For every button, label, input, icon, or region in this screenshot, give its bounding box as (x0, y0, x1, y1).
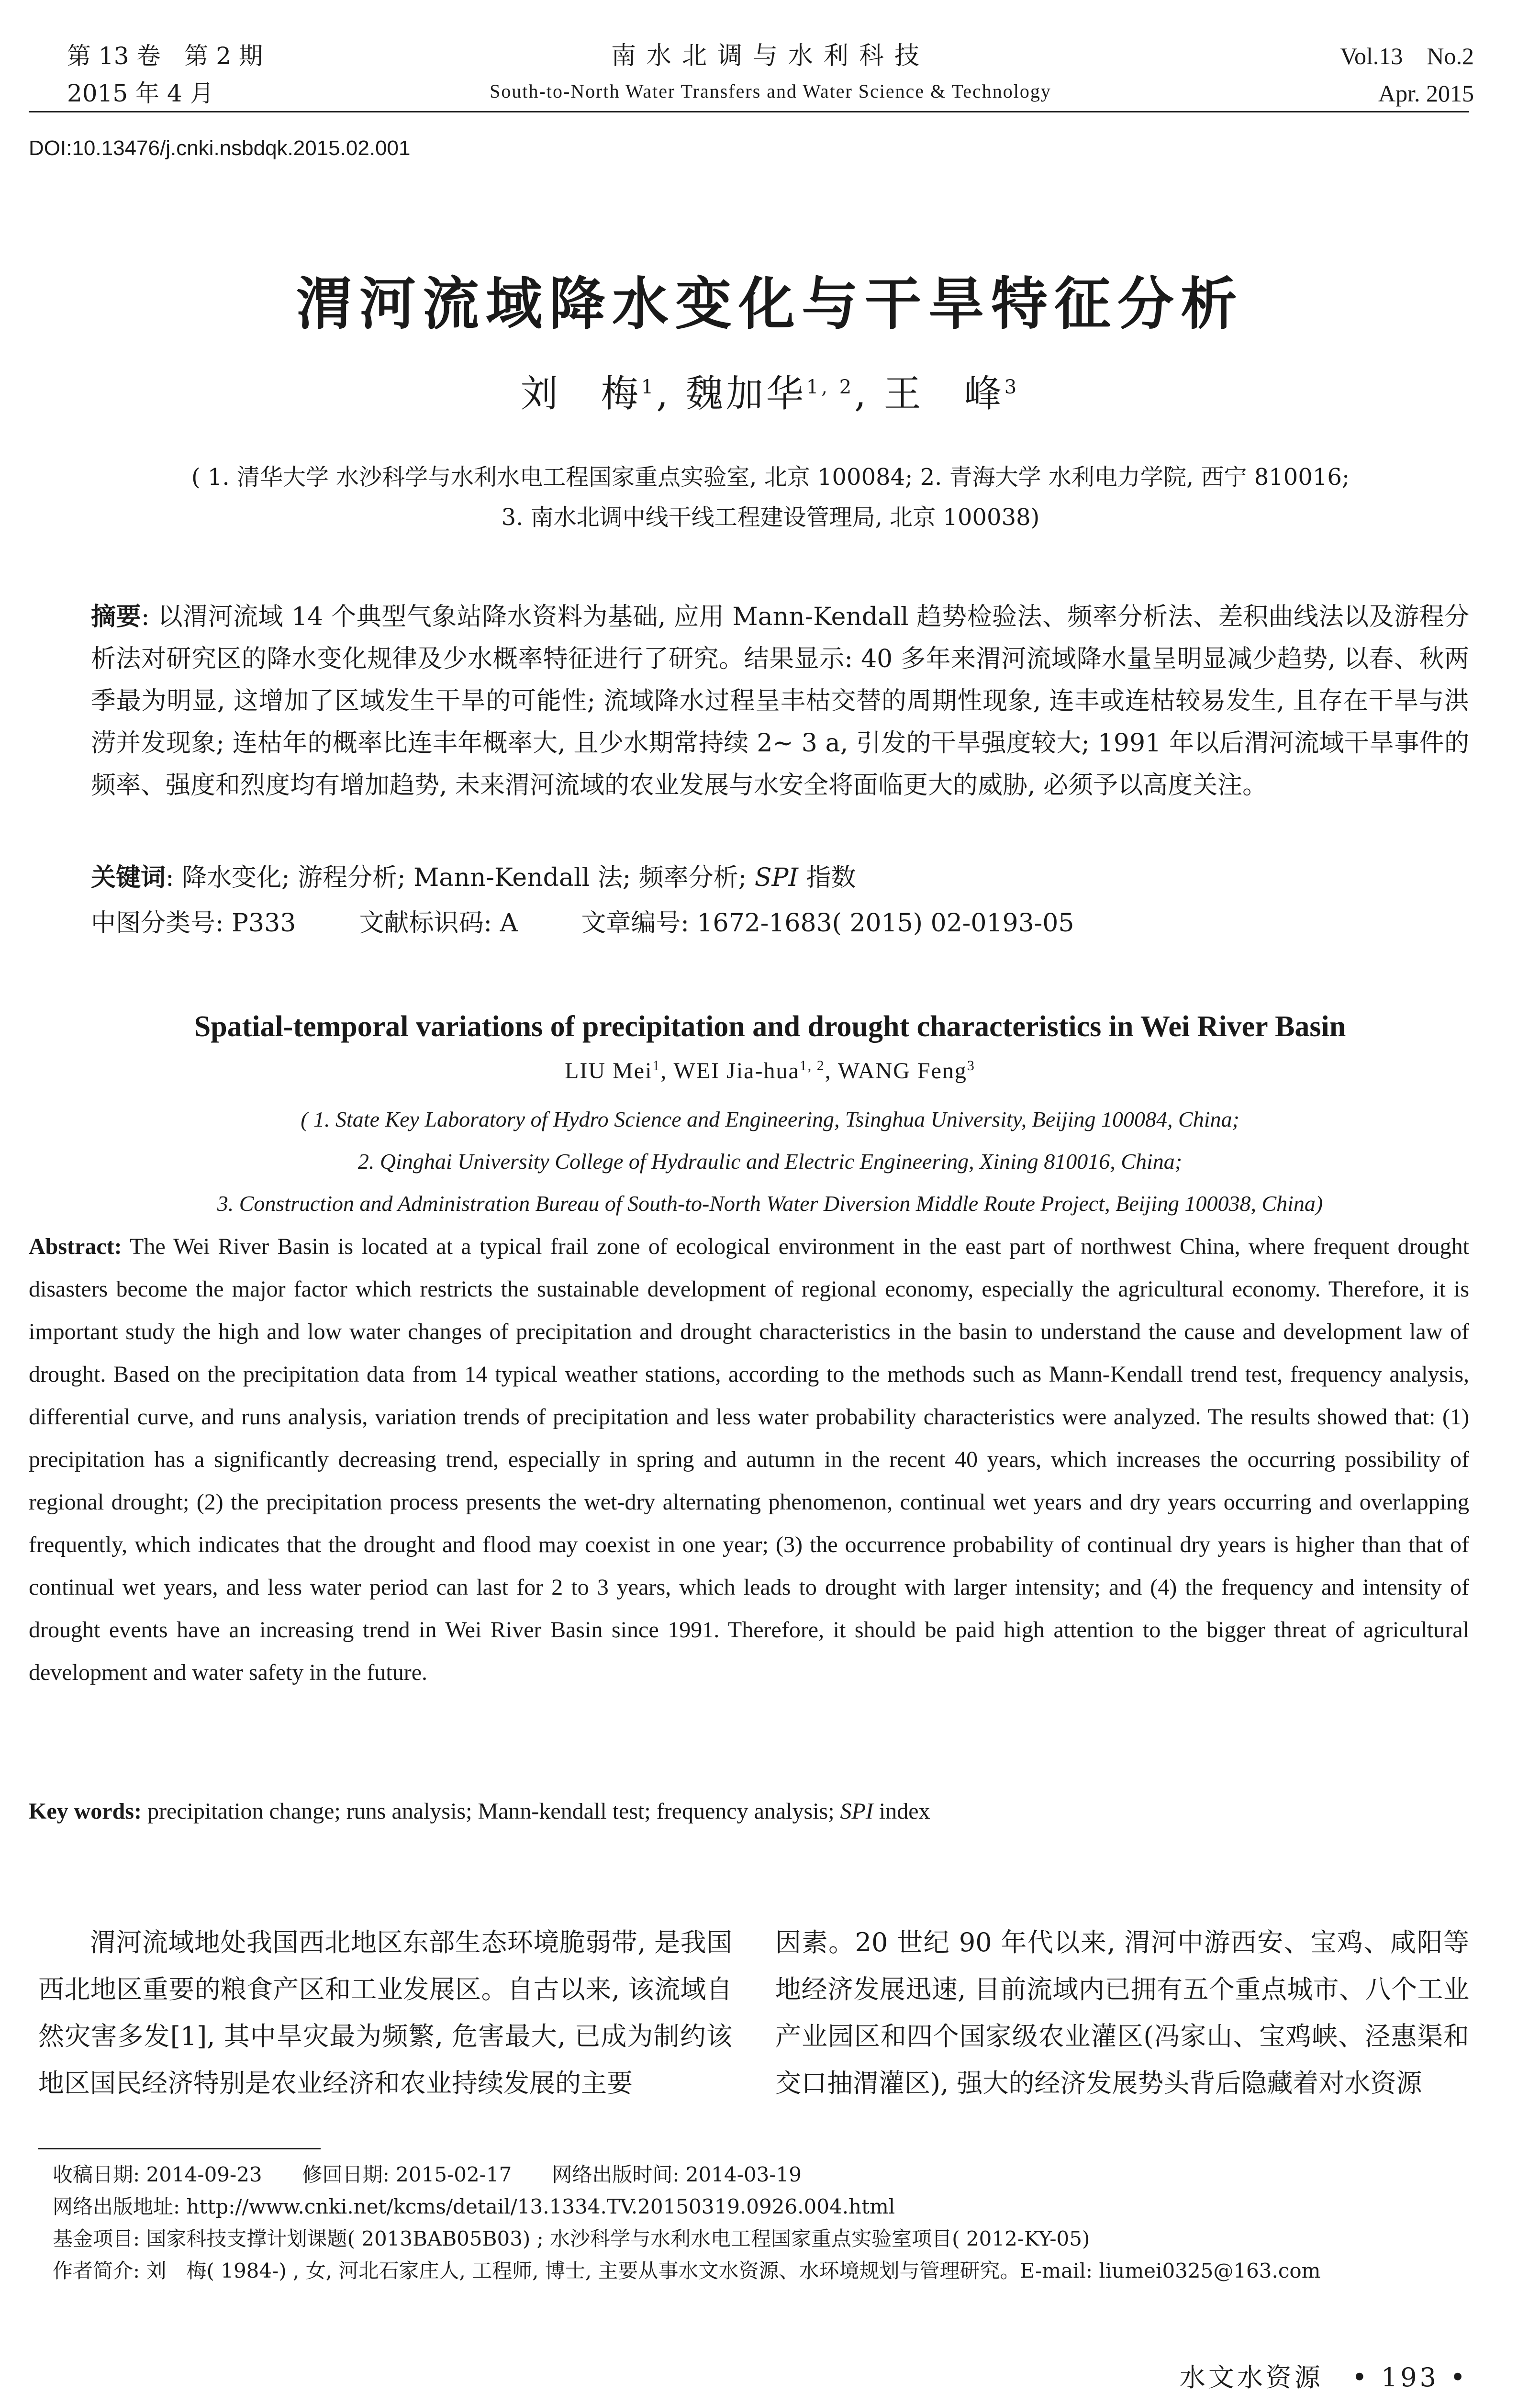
folio-section: 水文水资源 (1179, 2362, 1323, 2393)
author-1-en: LIU Mei (565, 1058, 653, 1084)
author-3-en: WANG Feng (837, 1058, 967, 1084)
paper-title-en: Spatial-temporal variations of precipitation and drought characteristics in Wei River Basin (194, 1010, 1346, 1043)
classification-line: 中图分类号: P333 文献标识码: A 文章编号: 1672-1683( 2015) 02-0193-05 (91, 909, 1074, 938)
footnotes (53, 2158, 1469, 2287)
author-sep: , (656, 372, 686, 415)
author-1-en-affil: 1 (652, 1058, 661, 1073)
keyword-spi: SPI (754, 863, 799, 892)
authors-en: LIU Mei$^1$, WEI Jia-hua$^{1, 2}$, WANG Feng$^3$ (565, 1058, 975, 1084)
author-1: 刘 梅 (520, 372, 641, 415)
body-paragraph: 渭河流域地处我国西北地区东部生态环境脆弱带, 是我国西北地区重要的粮食产区和工业发展区。自古以来, 该流域自然灾害多发[1], 其中旱灾最为频繁, 危害最大, 已成为制约该地区国民经济特别是农业经济和农业持续发展的主要 (38, 1927, 732, 2098)
author-3-en-affil: 3 (967, 1058, 975, 1073)
abstract-en (29, 1225, 1469, 1694)
abstract-cn-label: 摘要 (91, 602, 142, 631)
authors-cn (0, 364, 1540, 417)
affiliations-cn (110, 457, 1431, 537)
keyword-en-spi: SPI (840, 1799, 873, 1824)
affiliation-line: ( 1. 清华大学 水沙科学与水利水电工程国家重点实验室, 北京 100084; 2. 青海大学 水利电力学院, 西宁 810016; (191, 464, 1350, 491)
body-column-right (775, 1919, 1469, 2107)
author-3: 王 峰 (883, 372, 1004, 415)
header-center (67, 37, 1474, 108)
keywords-en (29, 1790, 1469, 1833)
author-3-affil: 3 (1004, 376, 1020, 398)
keywords-cn-label: 关键词 (91, 863, 166, 892)
date-en: Apr. 2015 (1378, 80, 1474, 107)
date-cn: 2015 年 4 月 (67, 79, 214, 107)
journal-name-en: South-to-North Water Transfers and Water Science & Technology (490, 80, 1051, 102)
abstract-en-text: The Wei River Basin is located at a typical frail zone of ecological environment in the east part of northwest China, where frequent drought disasters become the major factor which restricts the sustainable development of regional economy, especially the agricultural economy. Therefore, it is important study the high and low water changes of precipitation and drought characteristics in the basin to understand the cause and development law of drought. Based on the precipitation data from 14 typical weather stations, according to the methods such as Mann-Kendall trend test, frequency analysis, differential curve, and runs analysis, variation trends of precipitation and less water probability characteristics were analyzed. The results showed that: (1) precipitation has a significantly decreasing trend, especially in spring and autumn in the recent 40 years, which increases the occurring possibility of regional drought; (2) the precipitation process presents the wet-dry alternating phenomenon, continual wet years and dry years occurring and overlapping frequently, which indicates that the drought and flood may coexist in one year; (3) the occurrence probability of continual dry years is higher than that of continual wet years, and less water period can last for 2 to 3 years, which leads to drought with larger intensity; and (4) the frequency and intensity of drought events have an increasing trend in Wei River Basin since 1991. Therefore, it should be paid high attention to the bigger threat of agricultural development and water safety in the future. (29, 1234, 1469, 1685)
keywords-en-text: precipitation change; runs analysis; Mann-kendall test; frequency analysis; (141, 1799, 835, 1824)
keywords-en-label: Key words: (29, 1799, 142, 1824)
footnote-url: 网络出版地址: http://www.cnki.net/kcms/detail/13.1334.TV.20150319.0926.004.html (53, 2195, 895, 2218)
abstract-cn (91, 596, 1469, 806)
page-number: • 193 • (1351, 2362, 1468, 2393)
doi: DOI:10.13476/j.cnki.nsbdqk.2015.02.001 (29, 136, 411, 160)
journal-name-cn: 南水北调与水利科技 (611, 42, 930, 70)
keywords-cn (91, 857, 1469, 899)
paper-title-cn: 渭河流域降水变化与干旱特征分析 (296, 270, 1244, 337)
body-paragraph: 因素。20 世纪 90 年代以来, 渭河中游西安、宝鸡、咸阳等地经济发展迅速, 目前流域内已拥有五个重点城市、八个工业产业园区和四个国家级农业灌区(冯家山、宝鸡峡、泾惠渠和交口抽渭灌区), 强大的经济发展势头背后隐藏着对水资源 (775, 1927, 1469, 2098)
author-2-en: WEI Jia-hua (673, 1058, 800, 1084)
footnote-author-bio: 作者简介: 刘 梅( 1984-) , 女, 河北石家庄人, 工程师, 博士, 主要从事水文水资源、水环境规划与管理研究。E-mail: liumei0325@163.com (53, 2259, 1321, 2282)
author-sep: , (854, 372, 884, 415)
footnote-rule (38, 2148, 321, 2149)
header-rule (29, 111, 1469, 112)
volume-issue-en: Vol.13 No.2 (1340, 43, 1474, 69)
author-1-affil: 1 (641, 376, 657, 398)
page-folio (1180, 2357, 1468, 2393)
affiliations-en (0, 1098, 1540, 1225)
abstract-cn-text: : 以渭河流域 14 个典型气象站降水资料为基础, 应用 Mann-Kendall 趋势检验法、频率分析法、差积曲线法以及游程分析法对研究区的降水变化规律及少水概率特征进行了研究。结果显示: 40 多年来渭河流域降水量呈明显减少趋势, 以春、秋两季最为明显, 这增加了区域发生干旱的可能性; 流域降水过程呈丰枯交替的周期性现象, 连丰或连枯较易发生, 且存在干旱与洪涝并发现象; 连枯年的概率比连丰年概率大, 且少水期常持续 2~ 3 a, 引发的干旱强度较大; 1991 年以后渭河流域干旱事件的频率、强度和烈度均有增加趋势, 未来渭河流域的农业发展与水安全将面临更大的威胁, 必须予以高度关注。 (91, 603, 1469, 800)
volume-issue-cn: 第 13 卷 第 2 期 (67, 42, 263, 70)
running-header (67, 37, 1474, 114)
affiliation-en-line: 2. Qinghai University College of Hydraulic and Electric Engineering, Xining 810016, China; (357, 1149, 1183, 1174)
affiliation-en-line: 3. Construction and Administration Bureau of South-to-North Water Diversion Middle Route Project, Beijing 100038, China) (217, 1191, 1323, 1216)
author-2-affil: 1, 2 (806, 376, 855, 398)
header-right (1340, 37, 1474, 112)
author-2-en-affil: 1, 2 (799, 1058, 825, 1073)
keywords-cn-tail: 指数 (798, 863, 856, 892)
affiliation-en-line: ( 1. State Key Laboratory of Hydro Science and Engineering, Tsinghua University, Beijing 100084, China; (301, 1107, 1239, 1131)
body-column-left (38, 1919, 732, 2107)
affiliation-line: 3. 南水北调中线干线工程建设管理局, 北京 100038) (501, 504, 1040, 531)
abstract-en-label: Abstract: (29, 1234, 122, 1259)
keywords-en-tail: index (873, 1799, 930, 1824)
footnote-dates: 收稿日期: 2014-09-23 修回日期: 2015-02-17 网络出版时间: 2014-03-19 (53, 2163, 802, 2186)
keywords-cn-text: : 降水变化; 游程分析; Mann-Kendall 法; 频率分析; (166, 863, 747, 892)
author-2: 魏加华 (685, 372, 806, 415)
footnote-funding: 基金项目: 国家科技支撑计划课题( 2013BAB05B03) ; 水沙科学与水利水电工程国家重点实验室项目( 2012-KY-05) (53, 2227, 1090, 2250)
